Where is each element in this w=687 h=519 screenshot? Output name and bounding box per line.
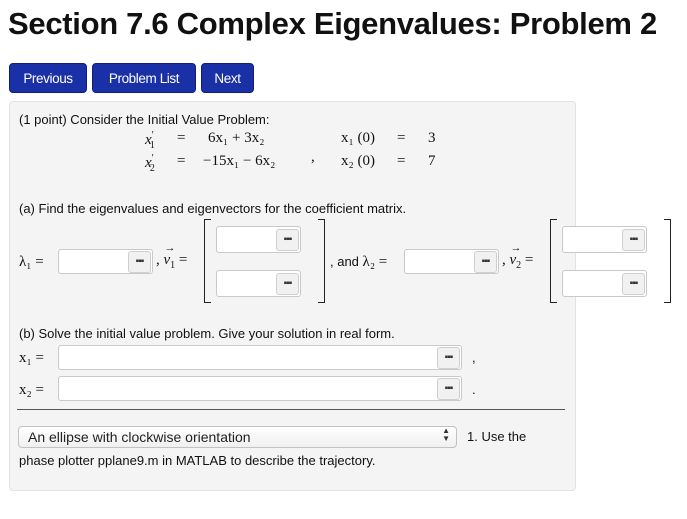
divider	[17, 409, 565, 410]
v2-component-1-input[interactable]	[562, 226, 647, 253]
v2-left-bracket	[550, 219, 557, 303]
v2c2-keypad-icon[interactable]: ▪▪▪	[622, 273, 645, 295]
v1-right-bracket	[318, 219, 325, 303]
ic2-lhs: x₂ (0)	[341, 153, 375, 169]
system-comma: ,	[311, 149, 315, 165]
lambda2-keypad-icon[interactable]: ▪▪▪	[474, 251, 497, 273]
lambda1-input[interactable]	[58, 249, 153, 274]
x2-period: .	[472, 382, 476, 397]
next-button[interactable]: Next	[201, 63, 254, 93]
v1-component-1-input[interactable]	[216, 226, 301, 253]
x1-label: x₁ =	[19, 350, 44, 366]
lambda1-keypad-icon[interactable]: ▪▪▪	[128, 251, 151, 273]
v1c1-keypad-icon[interactable]: ▪▪▪	[276, 229, 299, 251]
x1-keypad-icon[interactable]: ▪▪▪	[437, 347, 460, 369]
page-title: Section 7.6 Complex Eigenvalues: Problem 2	[8, 6, 657, 41]
ic2-value: 7	[428, 153, 436, 169]
v2c1-keypad-icon[interactable]: ▪▪▪	[622, 229, 645, 251]
v2-label: , v → $_2$ =	[502, 242, 534, 271]
eq1-equals: =	[177, 130, 186, 146]
trajectory-note: 1. Use the	[467, 429, 527, 444]
and-lambda2-label: , and λ₂ =	[330, 254, 388, 270]
eq1-rhs: 6x₁ + 3x₂	[208, 130, 265, 146]
trajectory-selected-value: An ellipse with clockwise orientation	[28, 429, 251, 445]
v1-label: , v → $_1$ =	[156, 242, 188, 271]
lambda1-label: λ₁ =	[19, 254, 44, 270]
x1-solution-input[interactable]	[58, 345, 462, 370]
x1-comma: ,	[472, 350, 476, 365]
previous-button[interactable]: Previous	[9, 63, 87, 93]
eq2-lhs: $x'_2$	[145, 153, 155, 174]
trajectory-note-line2: phase plotter pplane9.m in MATLAB to describe the trajectory.	[19, 453, 376, 468]
x2-keypad-icon[interactable]: ▪▪▪	[437, 378, 460, 400]
problem-intro: (1 point) Consider the Initial Value Problem:	[19, 112, 270, 127]
v1-component-2-input[interactable]	[216, 270, 301, 297]
ic1-lhs: x₁ (0)	[341, 130, 375, 146]
select-arrows-icon: ▲ ▼	[442, 426, 450, 443]
eq1-lhs: $x'_1$	[145, 130, 155, 151]
v2-right-bracket	[664, 219, 671, 303]
problem-list-button[interactable]: Problem List	[92, 63, 196, 93]
part-a-prompt: (a) Find the eigenvalues and eigenvectors for the coefficient matrix.	[19, 201, 407, 216]
v2-component-2-input[interactable]	[562, 270, 647, 297]
v1-left-bracket	[204, 219, 211, 303]
ic1-equals: =	[397, 130, 406, 146]
eq2-equals: =	[177, 153, 186, 169]
ic1-value: 3	[428, 130, 436, 146]
part-b-prompt: (b) Solve the initial value problem. Give your solution in real form.	[19, 326, 395, 341]
lambda2-input[interactable]	[404, 249, 499, 274]
x2-solution-input[interactable]	[58, 376, 462, 401]
ic2-equals: =	[397, 153, 406, 169]
x2-label: x₂ =	[19, 382, 44, 398]
trajectory-select[interactable]	[18, 426, 457, 448]
eq2-rhs: −15x₁ − 6x₂	[203, 153, 276, 169]
v1c2-keypad-icon[interactable]: ▪▪▪	[276, 273, 299, 295]
